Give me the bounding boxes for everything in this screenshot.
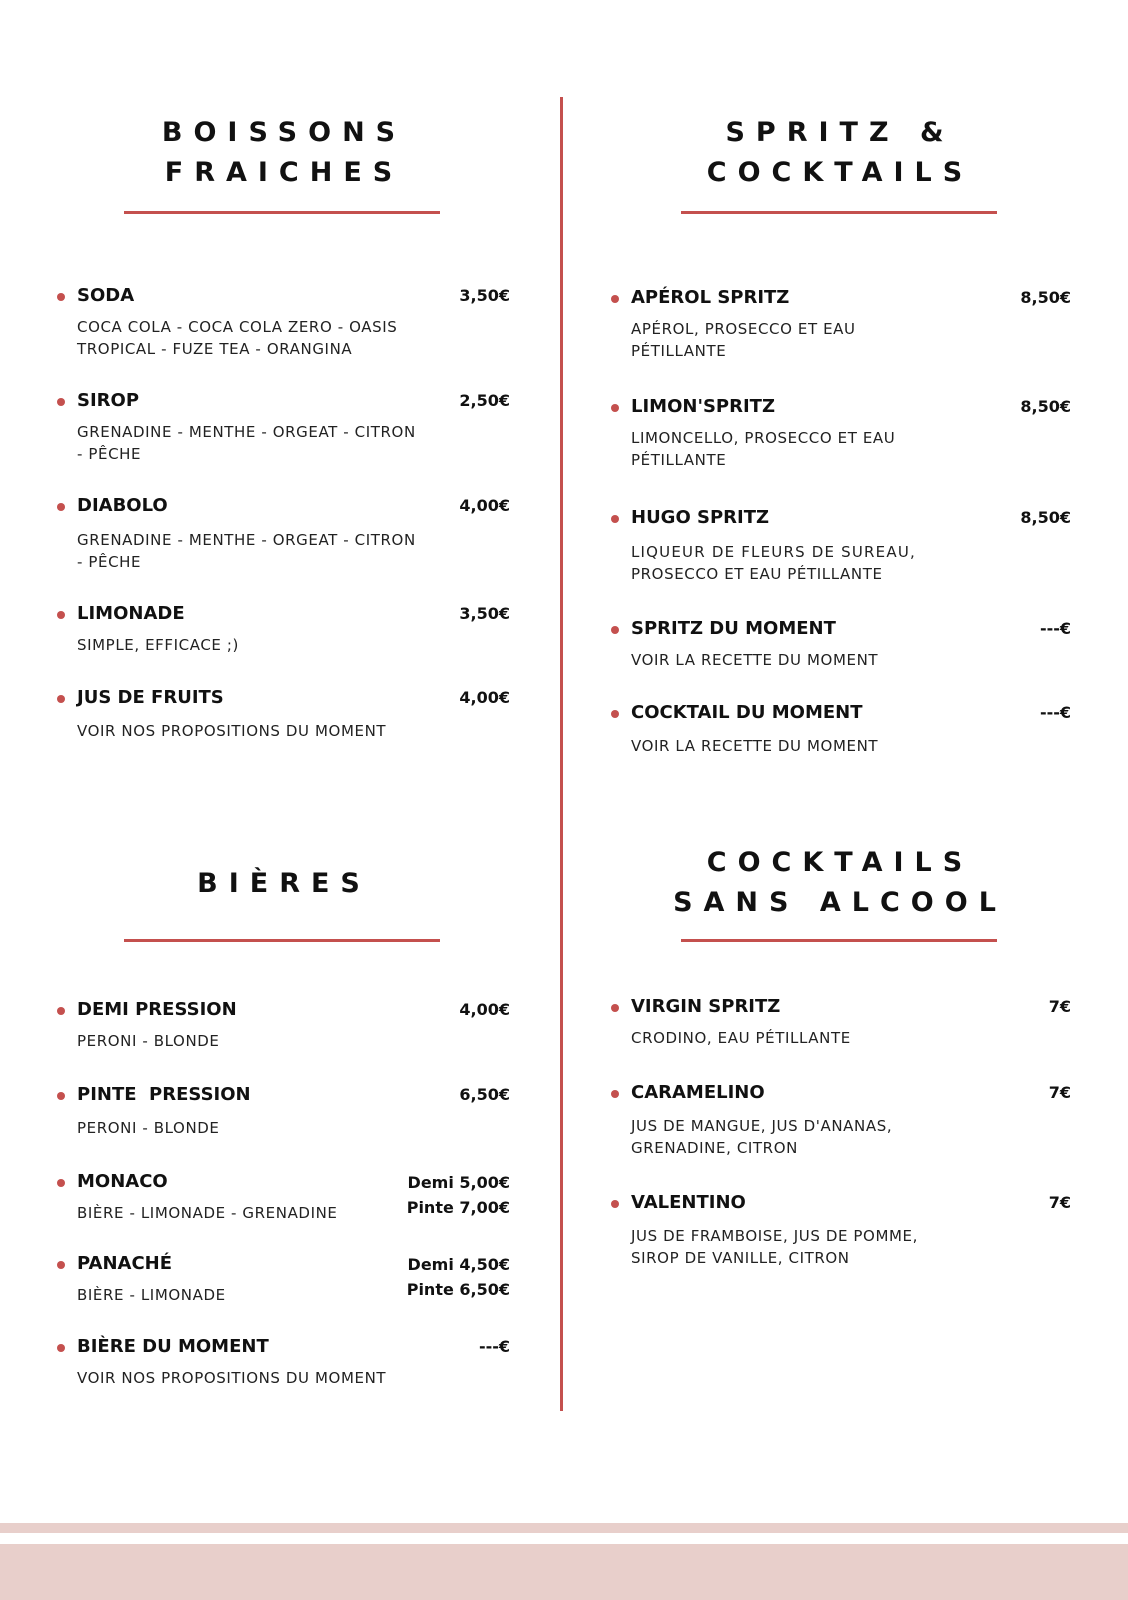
desc-line: PROSECCO ET EAU PÉTILLANTE: [631, 565, 883, 583]
item-price: 7€: [1048, 997, 1071, 1016]
item-name: LIMON'SPRITZ: [631, 396, 775, 417]
item-name: MONACO: [77, 1171, 168, 1192]
item-name: SODA: [77, 285, 135, 306]
item-description: [631, 427, 895, 471]
bullet-dot: [57, 1007, 65, 1015]
bullet-dot: [611, 1004, 619, 1012]
item-name: LIMONADE: [77, 603, 185, 624]
desc-line: LIQUEUR DE FLEURS DE SUREAU,: [631, 543, 916, 561]
section-title: [24, 864, 544, 904]
item-name: SPRITZ DU MOMENT: [631, 618, 836, 639]
item-name: PINTE PRESSION: [77, 1084, 251, 1105]
section-title: [24, 113, 544, 193]
bullet-dot: [57, 398, 65, 406]
title-underline: [681, 211, 997, 214]
item-name: SIROP: [77, 390, 140, 411]
desc-line: GRENADINE - MENTHE - ORGEAT - CITRON: [77, 531, 416, 549]
item-description: [77, 316, 397, 360]
desc-line: SIROP DE VANILLE, CITRON: [631, 1249, 850, 1267]
bullet-dot: [57, 1344, 65, 1352]
item-description: [631, 649, 878, 671]
item-name: APÉROL SPRITZ: [631, 287, 790, 308]
item-description: [77, 529, 416, 573]
title-underline: [124, 211, 440, 214]
bullet-dot: [611, 626, 619, 634]
bullet-dot: [57, 503, 65, 511]
item-description: [77, 1117, 220, 1139]
footer-band: [0, 1544, 1128, 1600]
bullet-dot: [57, 1261, 65, 1269]
item-description: [77, 720, 386, 742]
desc-line: PÉTILLANTE: [631, 342, 727, 360]
item-description: [631, 318, 856, 362]
bullet-dot: [611, 404, 619, 412]
desc-line: SIMPLE, EFFICACE ;): [77, 636, 239, 654]
desc-line: PERONI - BLONDE: [77, 1032, 220, 1050]
bullet-dot: [57, 293, 65, 301]
item-price: 4,00€: [459, 496, 510, 515]
item-price: 8,50€: [1020, 508, 1071, 527]
item-price: 8,50€: [1020, 288, 1071, 307]
item-price: ---€: [1039, 703, 1071, 722]
item-description: [631, 735, 878, 757]
desc-line: COCA COLA - COCA COLA ZERO - OASIS: [77, 318, 398, 336]
title-underline: [681, 939, 997, 942]
item-price: 6,50€: [459, 1085, 510, 1104]
desc-line: PERONI - BLONDE: [77, 1119, 220, 1137]
desc-line: LIMONCELLO, PROSECCO ET EAU: [631, 429, 896, 447]
item-name: CARAMELINO: [631, 1082, 765, 1103]
title-line: COCKTAILS: [706, 847, 974, 878]
item-price: ---€: [1039, 619, 1071, 638]
item-description: [631, 1225, 918, 1269]
item-price: 3,50€: [459, 604, 510, 623]
desc-line: PÉTILLANTE: [631, 451, 727, 469]
title-line: FRAICHES: [164, 157, 404, 188]
item-name: JUS DE FRUITS: [77, 687, 224, 708]
bullet-dot: [611, 1200, 619, 1208]
desc-line: BIÈRE - LIMONADE - GRENADINE: [77, 1204, 338, 1222]
desc-line: - PÊCHE: [77, 445, 142, 463]
item-price: 8,50€: [1020, 397, 1071, 416]
desc-line: VOIR LA RECETTE DU MOMENT: [631, 651, 879, 669]
title-line: COCKTAILS: [706, 157, 974, 188]
item-description: [77, 634, 239, 656]
item-description: [631, 1027, 851, 1049]
item-description: [77, 1367, 386, 1389]
price-line: Pinte 6,50€: [406, 1280, 510, 1299]
item-description: [77, 1202, 338, 1224]
section-title: [580, 843, 1100, 923]
title-line: SANS ALCOOL: [673, 887, 1007, 918]
desc-line: VOIR LA RECETTE DU MOMENT: [631, 737, 879, 755]
item-price: 2,50€: [459, 391, 510, 410]
item-price: [407, 1170, 510, 1220]
item-name: DIABOLO: [77, 495, 168, 516]
section-cocktails-sans-alcool: [580, 843, 1100, 923]
desc-line: APÉROL, PROSECCO ET EAU: [631, 320, 856, 338]
footer-stripe: [0, 1523, 1128, 1533]
price-line: Pinte 7,00€: [406, 1198, 510, 1217]
desc-line: BIÈRE - LIMONADE: [77, 1286, 226, 1304]
desc-line: - PÊCHE: [77, 553, 142, 571]
center-divider: [560, 97, 563, 1411]
desc-line: GRENADINE - MENTHE - ORGEAT - CITRON: [77, 423, 416, 441]
bullet-dot: [57, 695, 65, 703]
desc-line: GRENADINE, CITRON: [631, 1139, 798, 1157]
desc-line: TROPICAL - FUZE TEA - ORANGINA: [77, 340, 353, 358]
bullet-dot: [57, 1092, 65, 1100]
desc-line: VOIR NOS PROPOSITIONS DU MOMENT: [77, 722, 387, 740]
item-price: 4,00€: [459, 1000, 510, 1019]
item-price: [407, 1252, 510, 1302]
item-name: HUGO SPRITZ: [631, 507, 770, 528]
title-line: BIÈRES: [197, 868, 371, 899]
item-name: BIÈRE DU MOMENT: [77, 1336, 269, 1357]
item-name: DEMI PRESSION: [77, 999, 237, 1020]
item-description: [631, 1115, 892, 1159]
title-underline: [124, 939, 440, 942]
desc-line: CRODINO, EAU PÉTILLANTE: [631, 1029, 851, 1047]
section-spritz-cocktails: [580, 113, 1100, 193]
bullet-dot: [611, 295, 619, 303]
price-line: Demi 4,50€: [407, 1255, 510, 1274]
desc-line: VOIR NOS PROPOSITIONS DU MOMENT: [77, 1369, 387, 1387]
item-description: [77, 421, 416, 465]
section-title: [580, 113, 1100, 193]
item-price: 7€: [1048, 1193, 1071, 1212]
item-price: 7€: [1048, 1083, 1071, 1102]
desc-line: JUS DE MANGUE, JUS D'ANANAS,: [631, 1117, 893, 1135]
item-name: VIRGIN SPRITZ: [631, 996, 781, 1017]
item-name: COCKTAIL DU MOMENT: [631, 702, 863, 723]
price-line: Demi 5,00€: [407, 1173, 510, 1192]
title-line: BOISSONS: [161, 117, 407, 148]
item-name: PANACHÉ: [77, 1253, 173, 1274]
desc-line: JUS DE FRAMBOISE, JUS DE POMME,: [631, 1227, 918, 1245]
item-name: VALENTINO: [631, 1192, 746, 1213]
item-description: [631, 541, 916, 585]
bullet-dot: [611, 710, 619, 718]
item-price: ---€: [478, 1337, 510, 1356]
item-price: 4,00€: [459, 688, 510, 707]
bullet-dot: [611, 515, 619, 523]
bullet-dot: [611, 1090, 619, 1098]
section-bieres: [24, 864, 544, 904]
bullet-dot: [57, 611, 65, 619]
item-description: [77, 1030, 220, 1052]
item-price: 3,50€: [459, 286, 510, 305]
title-line: SPRITZ &: [725, 117, 955, 148]
item-description: [77, 1284, 226, 1306]
section-boissons-fraiches: [24, 113, 544, 193]
bullet-dot: [57, 1179, 65, 1187]
